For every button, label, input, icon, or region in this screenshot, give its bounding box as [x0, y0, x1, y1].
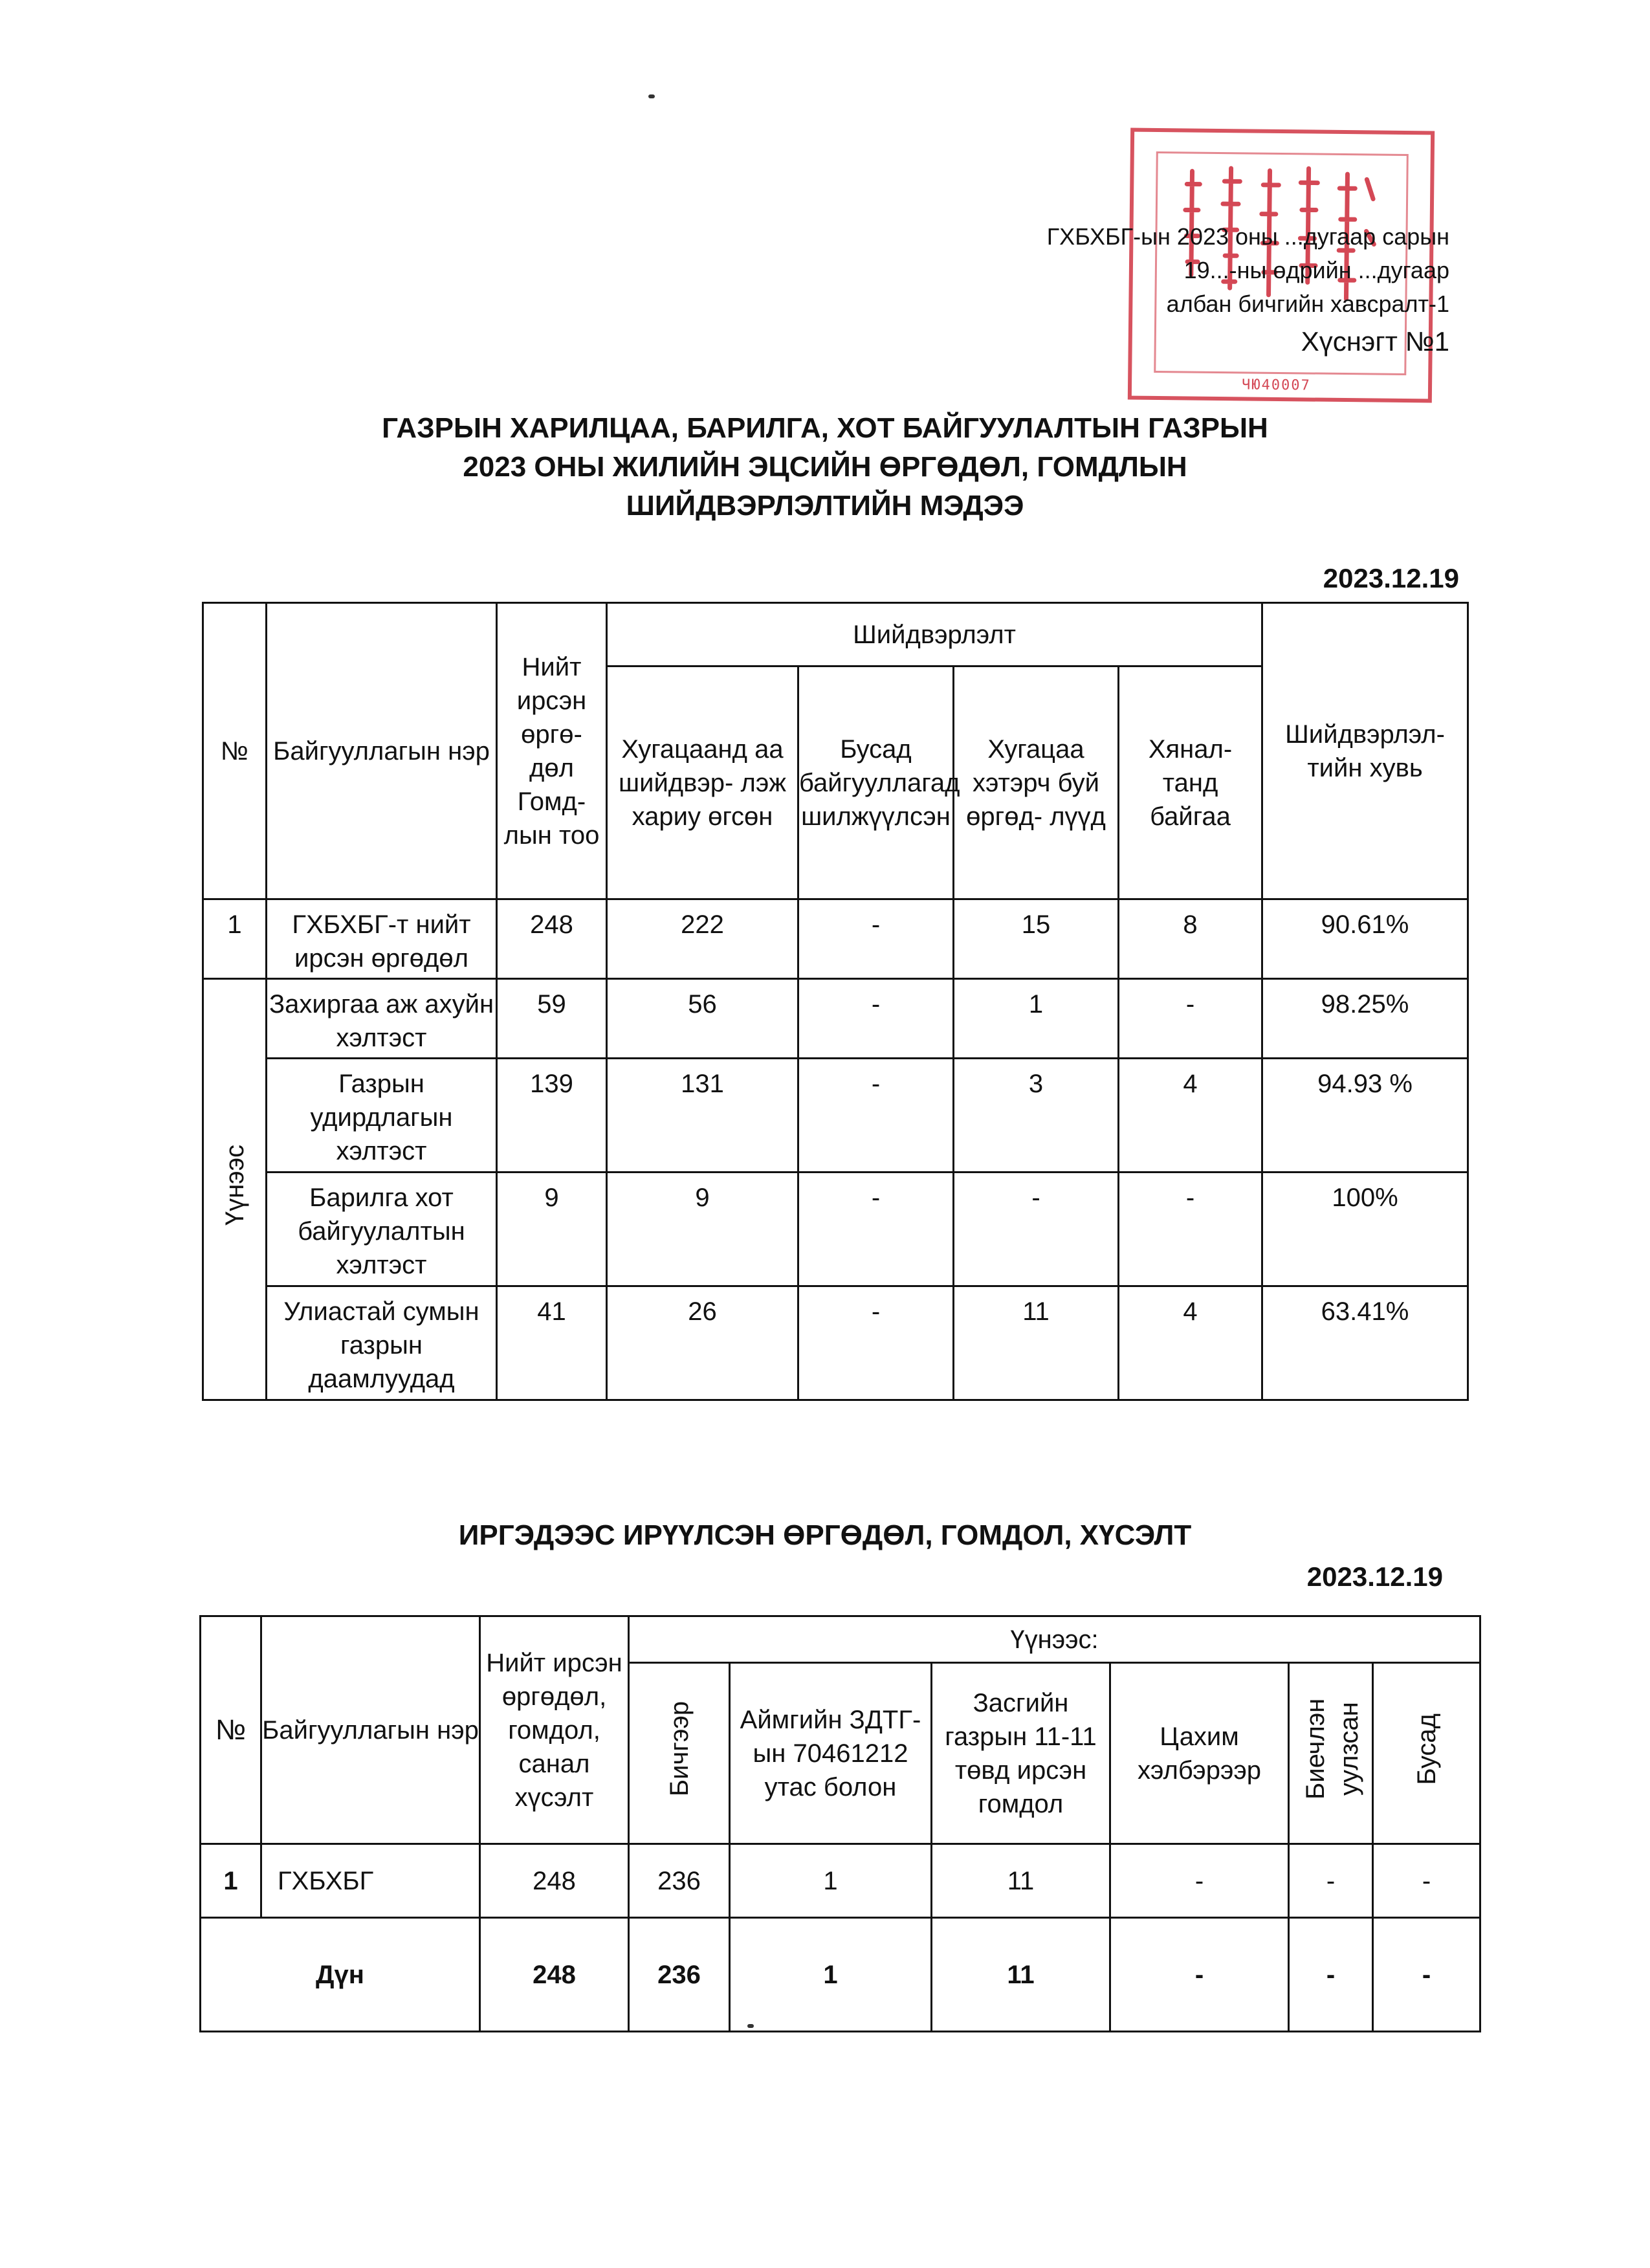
- cell-transferred: -: [798, 899, 954, 979]
- totals-electronic: -: [1110, 1918, 1289, 2032]
- t2-header-in-person: Биечлэн уулзсан: [1301, 1698, 1363, 1800]
- cell-transferred: -: [798, 1173, 954, 1286]
- t2-cell-center: 11: [932, 1844, 1110, 1918]
- t2-header-phone: Аймгийн ЗДТГ-ын 70461212 утас болон: [730, 1663, 932, 1844]
- cell-total: 139: [497, 1059, 607, 1173]
- totals-center: 11: [932, 1918, 1110, 2032]
- header-total: Нийт ирсэн өргө- дөл Гомд- лын тоо: [497, 603, 607, 899]
- cell-in-review: 8: [1119, 899, 1262, 979]
- submissions-table: [199, 1615, 1481, 2032]
- second-report-title: ИРГЭДЭЭС ИРҮҮЛСЭН ӨРГӨДӨЛ, ГОМДОЛ, ХҮСЭЛТ: [458, 1519, 1192, 1551]
- header-in-review: Хянал- танд байгаа: [1119, 666, 1262, 899]
- cell-in-review: -: [1119, 1173, 1262, 1286]
- cell-transferred: -: [798, 1059, 954, 1173]
- table-row: [203, 899, 1468, 979]
- cell-on-time: 9: [607, 1173, 798, 1286]
- t2-header-of-which: Үүнээс:: [629, 1616, 1480, 1663]
- cell-org: Захиргаа аж ахуйн хэлтэст: [267, 979, 497, 1059]
- t2-header-written: Бичгээр: [665, 1701, 694, 1797]
- t2-header-other-cell: [1373, 1663, 1480, 1844]
- table-row: [203, 1059, 1468, 1173]
- t2-cell-total: 248: [480, 1844, 629, 1918]
- t2-cell-no: 1: [201, 1844, 261, 1918]
- stamp-serial-number: ЧЮ40007: [1241, 377, 1311, 394]
- cell-org: Газрын удирдлагын хэлтэст: [267, 1059, 497, 1173]
- cell-org: Барилга хот байгуулалтын хэлтэст: [267, 1173, 497, 1286]
- t2-header-in-person-cell: [1289, 1663, 1373, 1844]
- cell-org: Улиастай сумын газрын даамлуудад: [267, 1286, 497, 1400]
- cell-overdue: 1: [954, 979, 1119, 1059]
- t2-cell-written: 236: [629, 1844, 730, 1918]
- cell-overdue: 3: [954, 1059, 1119, 1173]
- cell-transferred: -: [798, 1286, 954, 1400]
- t2-header-total: Нийт ирсэн өргөдөл, гомдол, санал хүсэлт: [480, 1616, 629, 1844]
- group-label-cell: [203, 979, 267, 1400]
- cell-transferred: -: [798, 979, 954, 1059]
- cell-in-review: -: [1119, 979, 1262, 1059]
- cell-in-review: 4: [1119, 1286, 1262, 1400]
- t2-header-no: №: [201, 1616, 261, 1844]
- table-row: [203, 1286, 1468, 1400]
- report-date: 2023.12.19: [1323, 563, 1459, 593]
- t2-cell-electronic: -: [1110, 1844, 1289, 1918]
- appendix-note-line-3: албан бичгийн хавсралт-1: [1166, 291, 1449, 317]
- cell-total: 59: [497, 979, 607, 1059]
- second-report-date: 2023.12.19: [1306, 1561, 1443, 1592]
- cell-no: 1: [203, 899, 267, 979]
- cell-on-time: 26: [607, 1286, 798, 1400]
- appendix-note-line-1: ГХБХБГ-ын 2023 оны ...дугаар сарын: [1046, 223, 1449, 250]
- report-title-line-3: ШИЙДВЭРЛЭЛТИЙН МЭДЭЭ: [626, 490, 1024, 522]
- report-title-line-1: ГАЗРЫН ХАРИЛЦАА, БАРИЛГА, ХОТ БАЙГУУЛАЛТЫН ГАЗРЫН: [382, 412, 1268, 444]
- appendix-note-line-2: 19...-ны өдрийн ...дугаар: [1183, 257, 1449, 283]
- totals-total: 248: [480, 1918, 629, 2032]
- t2-header-written-cell: [629, 1663, 730, 1844]
- cell-rate: 100%: [1262, 1173, 1468, 1286]
- cell-on-time: 56: [607, 979, 798, 1059]
- table-row: [203, 979, 1468, 1059]
- header-no: №: [203, 603, 267, 899]
- totals-in-person: -: [1289, 1918, 1373, 2032]
- header-transferred: Бусад байгууллагад шилжүүлсэн: [798, 666, 954, 899]
- totals-phone: 1: [730, 1918, 932, 2032]
- t2-header-other: Бусад: [1412, 1713, 1441, 1785]
- totals-row: [201, 1918, 1480, 2032]
- cell-overdue: 11: [954, 1286, 1119, 1400]
- header-org-name: Байгууллагын нэр: [267, 603, 497, 899]
- totals-written: 236: [629, 1918, 730, 2032]
- table-number-label: Хүснэгт №1: [1301, 326, 1449, 357]
- totals-other: -: [1373, 1918, 1480, 2032]
- totals-label: Дүн: [201, 1918, 480, 2032]
- t2-cell-other: -: [1373, 1844, 1480, 1918]
- header-resolution: Шийдвэрлэлт: [607, 603, 1262, 666]
- cell-in-review: 4: [1119, 1059, 1262, 1173]
- resolution-table: [202, 602, 1469, 1401]
- table-row: [203, 1173, 1468, 1286]
- t2-cell-org: ГХБХБГ: [261, 1844, 480, 1918]
- cell-total: 9: [497, 1173, 607, 1286]
- report-title-line-2: 2023 ОНЫ ЖИЛИЙН ЭЦСИЙН ӨРГӨДӨЛ, ГОМДЛЫН: [463, 451, 1187, 483]
- cell-rate: 90.61%: [1262, 899, 1468, 979]
- t2-cell-phone: 1: [730, 1844, 932, 1918]
- cell-overdue: -: [954, 1173, 1119, 1286]
- cell-total: 41: [497, 1286, 607, 1400]
- scan-speck: [747, 2024, 754, 2028]
- cell-on-time: 222: [607, 899, 798, 979]
- cell-rate: 98.25%: [1262, 979, 1468, 1059]
- header-rate: Шийдвэрлэл- тийн хувь: [1262, 603, 1468, 899]
- t2-header-electronic: Цахим хэлбэрээр: [1110, 1663, 1289, 1844]
- table-row: [201, 1844, 1480, 1918]
- cell-total: 248: [497, 899, 607, 979]
- cell-rate: 94.93 %: [1262, 1059, 1468, 1173]
- cell-overdue: 15: [954, 899, 1119, 979]
- header-on-time: Хугацаанд аа шийдвэр- лэж хариу өгсөн: [607, 666, 798, 899]
- group-label: Үүнээс: [220, 1144, 249, 1226]
- cell-rate: 63.41%: [1262, 1286, 1468, 1400]
- t2-header-org: Байгууллагын нэр: [261, 1616, 480, 1844]
- header-overdue: Хугацаа хэтэрч буй өргөд- лүүд: [954, 666, 1119, 899]
- cell-org: ГХБХБГ-т нийт ирсэн өргөдөл: [267, 899, 497, 979]
- cell-on-time: 131: [607, 1059, 798, 1173]
- t2-cell-in-person: -: [1289, 1844, 1373, 1918]
- t2-header-center: Засгийн газрын 11-11 төвд ирсэн гомдол: [932, 1663, 1110, 1844]
- scan-speck: [648, 94, 655, 98]
